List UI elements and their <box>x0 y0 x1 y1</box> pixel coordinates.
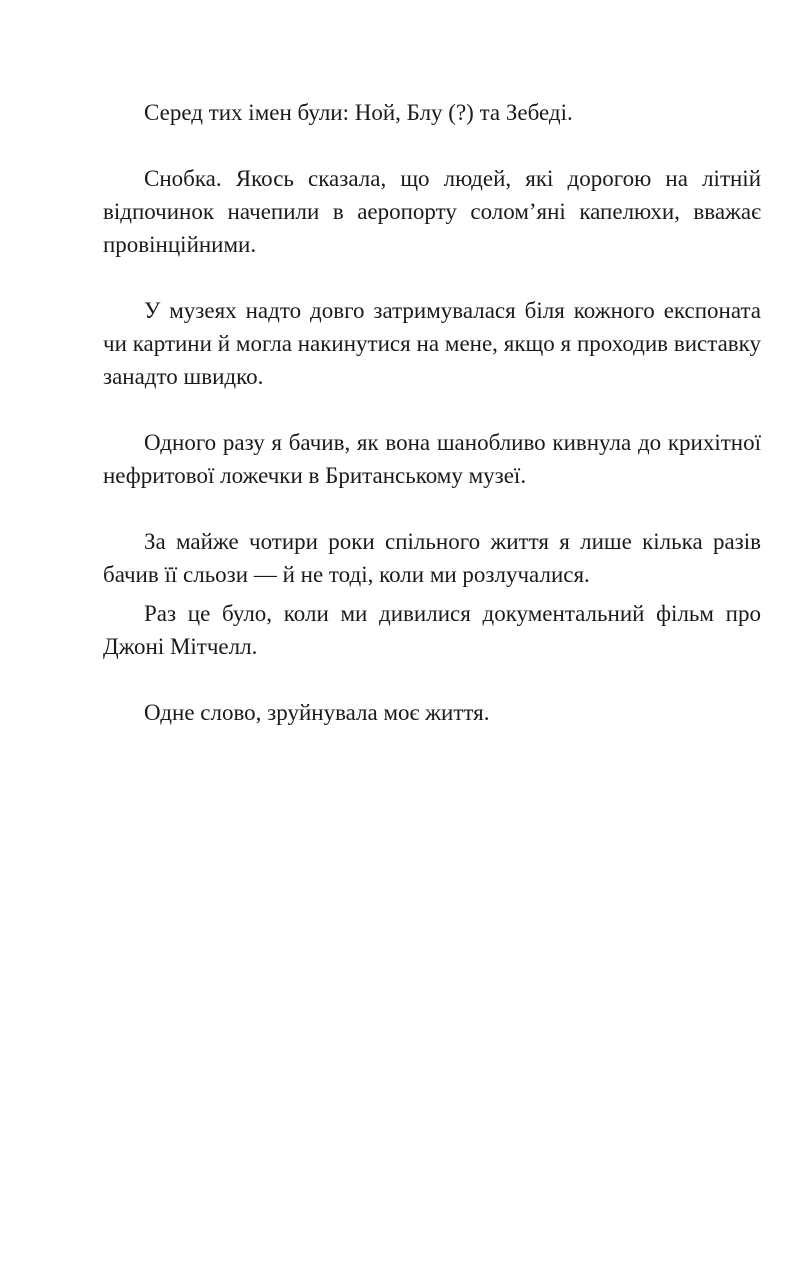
paragraph-2: Снобка. Якось сказала, що людей, які дорогою на літній відпочинок начепили в аеропорту солом’яні капелюхи, вважає провінційними. <box>103 166 761 257</box>
paragraph-1: Серед тих імен були: Ной, Блу (?) та Зебеді. <box>144 100 573 125</box>
paragraph-3: У музеях надто довго затримувалася біля кожного експоната чи картини й могла накинутися на мене, якщо я проходив виставку занадто швидко. <box>103 298 761 389</box>
paragraph-5: За майже чотири роки спільного життя я лише кілька разів бачив її сльози — й не тоді, коли ми розлучалися. <box>103 529 761 587</box>
page-text <box>103 96 761 762</box>
paragraph-4: Одного разу я бачив, як вона шанобливо кивнула до крихітної нефритової ложечки в Британському музеї. <box>103 430 761 488</box>
paragraph-6: Раз це було, коли ми дивилися документальний фільм про Джоні Мітчелл. <box>103 601 761 659</box>
paragraph-7: Одне слово, зруйнувала моє життя. <box>144 700 490 725</box>
